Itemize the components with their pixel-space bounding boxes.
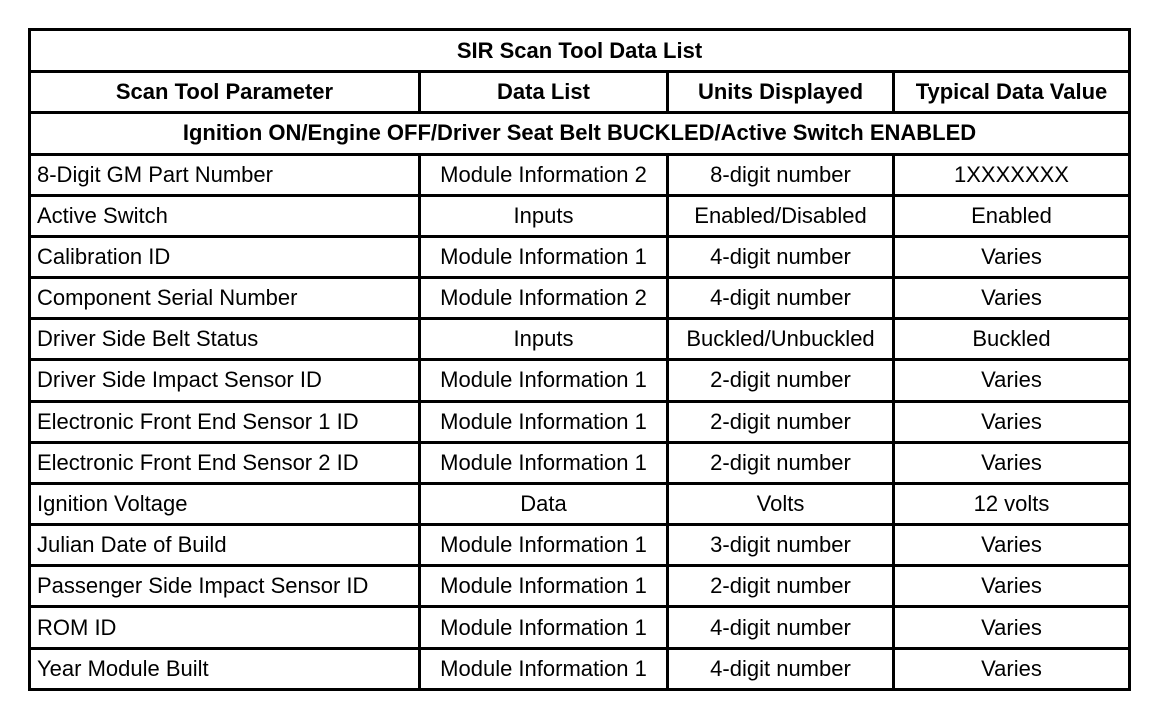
data-list-cell: Module Information 1 — [420, 401, 668, 442]
typical-value-cell: Varies — [894, 525, 1130, 566]
data-list-cell: Module Information 2 — [420, 154, 668, 195]
units-cell: Volts — [668, 483, 894, 524]
table-row — [30, 154, 1130, 195]
typical-value-cell: Varies — [894, 401, 1130, 442]
units-cell: 2-digit number — [668, 566, 894, 607]
table-body — [30, 30, 1130, 690]
table-row — [30, 401, 1130, 442]
table-row — [30, 483, 1130, 524]
title-row — [30, 30, 1130, 72]
units-cell: 3-digit number — [668, 525, 894, 566]
parameter-cell: Julian Date of Build — [30, 525, 420, 566]
column-header-units: Units Displayed — [668, 72, 894, 113]
typical-value-cell: Varies — [894, 442, 1130, 483]
column-header-typical-value: Typical Data Value — [894, 72, 1130, 113]
table-row — [30, 525, 1130, 566]
units-cell: 4-digit number — [668, 607, 894, 648]
typical-value-cell: 1XXXXXXX — [894, 154, 1130, 195]
table-title: SIR Scan Tool Data List — [30, 30, 1130, 72]
data-list-cell: Module Information 2 — [420, 278, 668, 319]
table-row — [30, 566, 1130, 607]
table-row — [30, 278, 1130, 319]
data-list-cell: Module Information 1 — [420, 648, 668, 689]
data-list-cell: Module Information 1 — [420, 360, 668, 401]
condition-row — [30, 113, 1130, 154]
units-cell: 8-digit number — [668, 154, 894, 195]
typical-value-cell: 12 volts — [894, 483, 1130, 524]
data-list-cell: Module Information 1 — [420, 566, 668, 607]
table-row — [30, 360, 1130, 401]
table-row — [30, 607, 1130, 648]
parameter-cell: Electronic Front End Sensor 1 ID — [30, 401, 420, 442]
data-list-cell: Inputs — [420, 195, 668, 236]
parameter-cell: Ignition Voltage — [30, 483, 420, 524]
units-cell: 2-digit number — [668, 360, 894, 401]
parameter-cell: Component Serial Number — [30, 278, 420, 319]
parameter-cell: Active Switch — [30, 195, 420, 236]
units-cell: 4-digit number — [668, 278, 894, 319]
parameter-cell: ROM ID — [30, 607, 420, 648]
column-header-data-list: Data List — [420, 72, 668, 113]
table-row — [30, 442, 1130, 483]
units-cell: 2-digit number — [668, 401, 894, 442]
header-row — [30, 72, 1130, 113]
units-cell: 4-digit number — [668, 648, 894, 689]
units-cell: 4-digit number — [668, 236, 894, 277]
parameter-cell: Year Module Built — [30, 648, 420, 689]
sir-data-table — [28, 28, 1131, 691]
parameter-cell: Driver Side Impact Sensor ID — [30, 360, 420, 401]
condition-label: Ignition ON/Engine OFF/Driver Seat Belt BUCKLED/Active Switch ENABLED — [30, 113, 1130, 154]
table-row — [30, 648, 1130, 689]
parameter-cell: 8-Digit GM Part Number — [30, 154, 420, 195]
table-row — [30, 319, 1130, 360]
typical-value-cell: Varies — [894, 607, 1130, 648]
parameter-cell: Driver Side Belt Status — [30, 319, 420, 360]
table-row — [30, 195, 1130, 236]
units-cell: Enabled/Disabled — [668, 195, 894, 236]
table-row — [30, 236, 1130, 277]
typical-value-cell: Varies — [894, 236, 1130, 277]
units-cell: Buckled/Unbuckled — [668, 319, 894, 360]
typical-value-cell: Varies — [894, 566, 1130, 607]
data-list-cell: Module Information 1 — [420, 607, 668, 648]
units-cell: 2-digit number — [668, 442, 894, 483]
typical-value-cell: Buckled — [894, 319, 1130, 360]
data-list-cell: Inputs — [420, 319, 668, 360]
parameter-cell: Electronic Front End Sensor 2 ID — [30, 442, 420, 483]
column-header-parameter: Scan Tool Parameter — [30, 72, 420, 113]
data-list-cell: Module Information 1 — [420, 525, 668, 566]
data-list-cell: Module Information 1 — [420, 236, 668, 277]
data-list-cell: Module Information 1 — [420, 442, 668, 483]
typical-value-cell: Enabled — [894, 195, 1130, 236]
typical-value-cell: Varies — [894, 648, 1130, 689]
data-list-cell: Data — [420, 483, 668, 524]
parameter-cell: Passenger Side Impact Sensor ID — [30, 566, 420, 607]
typical-value-cell: Varies — [894, 360, 1130, 401]
typical-value-cell: Varies — [894, 278, 1130, 319]
parameter-cell: Calibration ID — [30, 236, 420, 277]
